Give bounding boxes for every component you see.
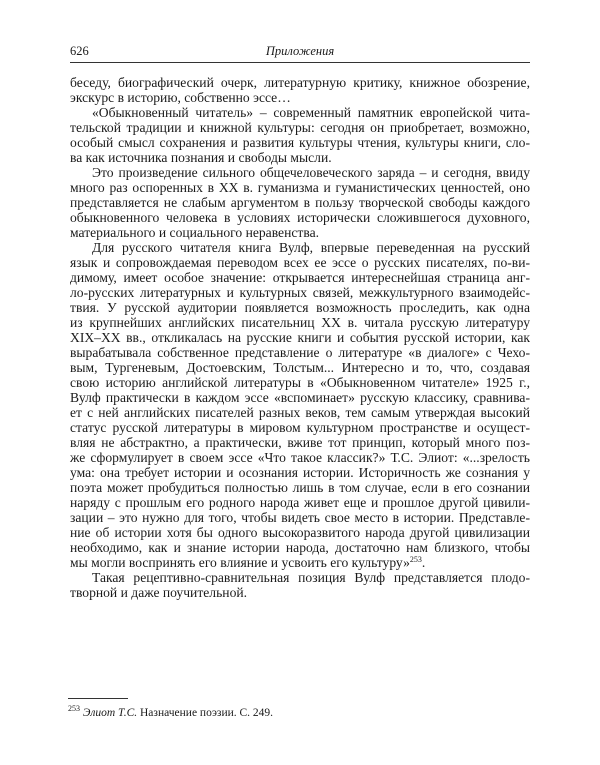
text-line: из крупнейших английских писательниц XX в. читала русскую литературу: [70, 315, 530, 330]
paragraph: [70, 165, 530, 240]
text-line: ло-русских литературных и культурных связей, межкультурного взаимодейс-: [70, 285, 530, 300]
paragraph: [70, 105, 530, 165]
running-title: Приложения: [265, 44, 335, 58]
line-tail: .: [421, 555, 426, 570]
text-line: язык и сопровождаемая переводом всех ее эссе о русских писателях, по-ви-: [70, 255, 530, 270]
page-number: 626: [70, 44, 89, 58]
text-line: зации – это нужно для того, чтобы видеть свое место в истории. Представле-: [70, 510, 530, 525]
text-line: ва как источника познания и свободы мысли.: [70, 150, 332, 165]
paragraph: [70, 75, 530, 105]
text-line: Вулф практически в каждом эссе «вспоминает» русскую классику, сравнива-: [70, 390, 530, 405]
text-line: «Обыкновенный читатель» – современный памятник европейской чита-: [92, 105, 530, 120]
text-line: [70, 555, 530, 570]
footnote: [68, 704, 274, 719]
text-line: Для русского читателя книга Вулф, впервые переведенная на русский: [92, 240, 530, 255]
text-line: вым, Тургеневым, Достоевским, Толстым... Интересно и то, что, создавая: [70, 360, 530, 375]
text-line: тельской традиции и книжной культуры: сегодня он приобретает, возможно,: [70, 120, 530, 135]
text-line: свою историю английской литературы в «Обыкновенном читателе» 1925 г.,: [70, 375, 530, 390]
text-line: необходимо, как и знание истории народа, достаточно нам близкого, чтобы: [70, 540, 530, 555]
text-line: поэта может пробудиться полностью лишь в том случае, если в его сознании: [70, 480, 530, 495]
text-line: статус русской литературы в мировом культурном пространстве и осущест-: [70, 420, 530, 435]
footnote-divider: [68, 698, 128, 699]
footnote-number: 253: [68, 704, 80, 713]
text-line: экскурс в историю, собственно эссе…: [70, 90, 291, 105]
text-line: обыкновенного человека в условиях исторически сложившегося духовного,: [70, 210, 530, 225]
footnote-reference[interactable]: 253: [409, 555, 422, 564]
text-line: димому, имеет особое значение: открывается интереснейшая страница анг-: [70, 270, 530, 285]
text-line: творной и даже поучительной.: [70, 585, 248, 600]
text-line: Такая рецептивно-сравнительная позиция Вулф представляется плодо-: [92, 570, 530, 585]
text-line: наряду с прошлым его родного народа живет еще и прошлое другой цивили-: [70, 495, 530, 510]
body-text: [70, 75, 530, 600]
text-line: ет с ней английских писателей разных веков, тем самым утверждая высокий: [70, 405, 530, 420]
text-line: материального и социального неравенства.: [70, 225, 320, 240]
paragraph: [70, 240, 530, 570]
running-header: [70, 44, 530, 63]
text-line: представляется не слабым аргументом в пользу творческой свободы каждого: [70, 195, 530, 210]
text-line: вырабатывала собственное представление о литературе «в диалоге» с Чехо-: [70, 345, 530, 360]
text-line: Это произведение сильного общечеловеческого заряда – и сегодня, ввиду: [92, 165, 530, 180]
text-line: беседу, биографический очерк, литературную критику, книжное обозрение,: [70, 75, 530, 90]
text-line: ние об истории хотя бы одного высокоразвитого народа другой цивилизации: [70, 525, 530, 540]
text-line: вляя не абстрактно, а практически, вживе тот принцип, который много поз-: [70, 435, 530, 450]
line-text: мы могли воспринять его влияние и усвоить его культуру»: [70, 555, 410, 570]
text-line: ума: она требует истории и осознания истории. Историчность же сознания у: [70, 465, 530, 480]
text-line: XIX–XX вв., откликалась на русские книги и события русской истории, как: [70, 330, 530, 345]
text-line: твия. У русской аудитории появляется возможность проследить, как одна: [70, 300, 530, 315]
footnote-author: Элиот Т.С.: [82, 707, 138, 719]
footnote-text: Назначение поэзии. С. 249.: [137, 707, 274, 719]
text-line: же сформулирует в своем эссе «Что такое классик?» Т.С. Элиот: «...зрелость: [70, 450, 530, 465]
text-line: особый смысл сохранения и развития культуры чтения, культуры книги, сло-: [70, 135, 530, 150]
text-line: много раз оспоренных в XX в. гуманизма и гуманистических ценностей, оно: [70, 180, 530, 195]
paragraph: [70, 570, 530, 600]
